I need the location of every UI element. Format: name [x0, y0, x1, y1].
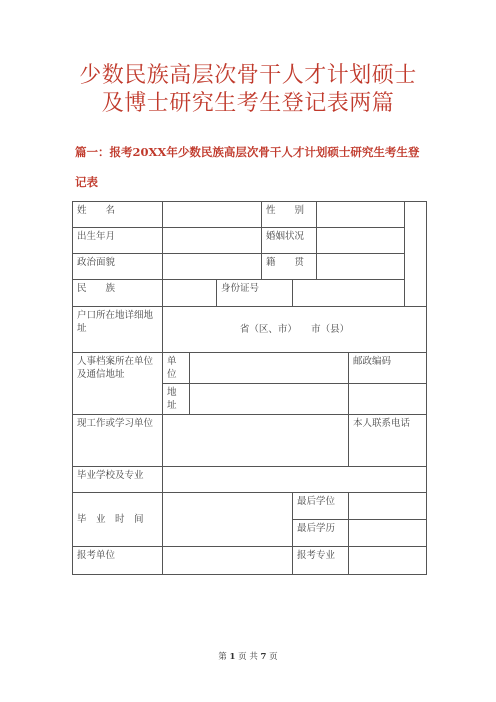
- photo-box: [405, 202, 427, 307]
- label-graduation-time: 毕 业 时 间: [73, 493, 163, 547]
- label-archive-unit: 单位: [163, 353, 190, 384]
- label-political-status: 政治面貌: [73, 254, 163, 280]
- label-apply-unit: 报考单位: [73, 547, 163, 575]
- label-gender: 性 别: [262, 202, 317, 228]
- field-apply-major[interactable]: [349, 547, 427, 575]
- label-highest-education: 最后学历: [293, 520, 349, 547]
- field-archive-unit[interactable]: [190, 353, 349, 384]
- section-heading-line-1: 篇一：报考20XX年少数民族高层次骨干人才计划硕士研究生考生登: [75, 145, 420, 159]
- label-birth: 出生年月: [73, 228, 163, 254]
- footer-prefix: 第: [218, 652, 227, 662]
- registration-form-table: [72, 201, 427, 575]
- footer-mid: 页 共: [238, 652, 258, 662]
- field-archive-address[interactable]: [190, 384, 349, 415]
- field-school-major[interactable]: [163, 467, 427, 493]
- field-ethnicity[interactable]: [163, 280, 217, 307]
- page-footer: [0, 650, 496, 662]
- field-work-unit[interactable]: [163, 415, 349, 467]
- label-marital-status: 婚姻状况: [262, 228, 317, 254]
- document-title-line-1: 少数民族高层次骨干人才计划硕士: [79, 63, 417, 88]
- footer-suffix: 页: [269, 652, 278, 662]
- field-name[interactable]: [163, 202, 262, 228]
- label-id-number: 身份证号: [217, 280, 293, 307]
- field-political-status[interactable]: [163, 254, 262, 280]
- hukou-address-hint: 省（区、市） 市（县）: [239, 324, 350, 335]
- label-phone: 本人联系电话: [349, 415, 427, 467]
- label-archive-address: 人事档案所在单位及通信地址: [73, 353, 163, 415]
- label-ethnicity: 民 族: [73, 280, 163, 307]
- field-hukou-address[interactable]: [163, 307, 427, 353]
- field-marital-status[interactable]: [317, 228, 405, 254]
- field-highest-education[interactable]: [349, 520, 427, 547]
- field-birth[interactable]: [163, 228, 262, 254]
- field-apply-unit[interactable]: [163, 547, 293, 575]
- label-hukou-address: 户口所在地详细地址: [73, 307, 163, 353]
- footer-page-number: 1: [229, 652, 236, 662]
- field-highest-degree[interactable]: [349, 493, 427, 520]
- label-school-major: 毕业学校及专业: [73, 467, 163, 493]
- field-graduation-time[interactable]: [163, 493, 293, 547]
- label-work-unit: 现工作或学习单位: [73, 415, 163, 467]
- label-postcode: 邮政编码: [349, 353, 427, 384]
- footer-total-pages: 7: [260, 652, 267, 662]
- field-gender[interactable]: [317, 202, 405, 228]
- field-postcode[interactable]: [349, 384, 427, 415]
- section-heading-line-2: 记表: [75, 175, 98, 189]
- label-highest-degree: 最后学位: [293, 493, 349, 520]
- label-archive-address-line: 地址: [163, 384, 190, 415]
- document-title-line-2: 及博士研究生考生登记表两篇: [101, 91, 395, 116]
- label-name: 姓 名: [73, 202, 163, 228]
- label-apply-major: 报考专业: [293, 547, 349, 575]
- label-native-place: 籍 贯: [262, 254, 317, 280]
- field-id-number[interactable]: [293, 280, 405, 307]
- section-heading: [75, 137, 435, 197]
- field-native-place[interactable]: [317, 254, 405, 280]
